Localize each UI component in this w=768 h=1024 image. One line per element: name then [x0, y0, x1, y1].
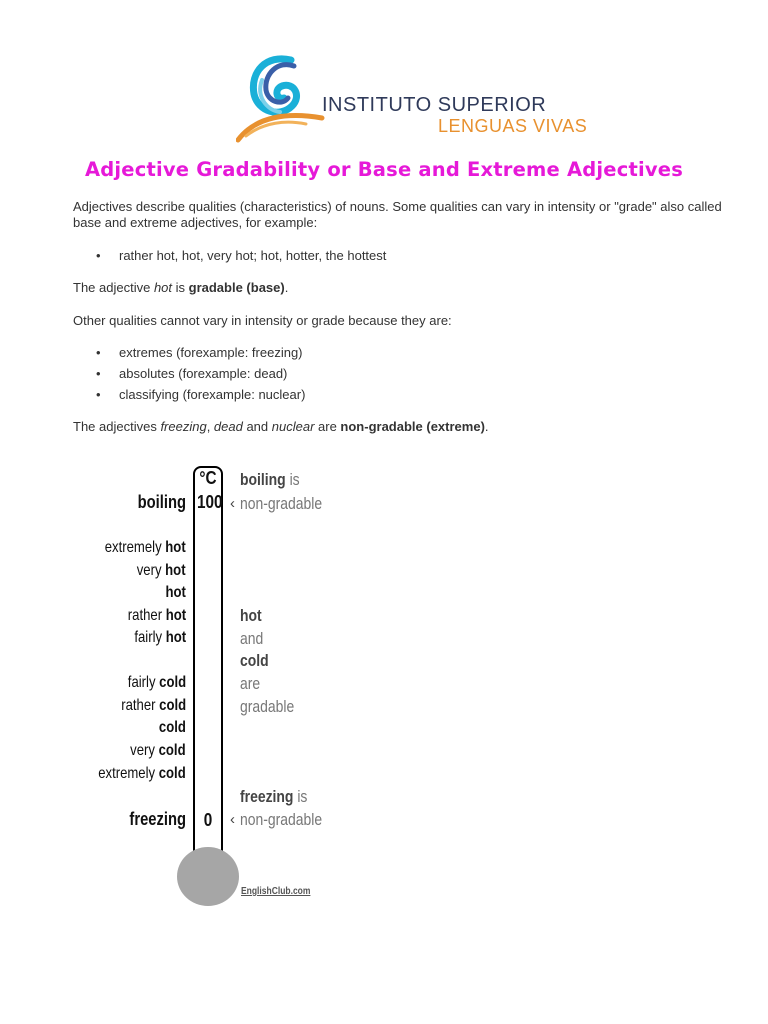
bullet-text: extremes (forexample: freezing) — [119, 345, 303, 360]
intro-paragraph: Adjectives describe qualities (characteristics) of nouns. Some qualities can vary in intensity or "grade" also called base and extreme adjectives, for example: — [73, 199, 722, 230]
label-freezing: freezing — [129, 809, 186, 829]
note-hot — [240, 606, 262, 626]
note-keyword: boiling — [240, 470, 286, 489]
italic-word: hot — [153, 280, 173, 295]
text: The adjective — [73, 280, 154, 295]
modifier: fairly — [134, 629, 162, 646]
thermometer-diagram — [70, 462, 370, 912]
modifier: very — [137, 562, 162, 579]
caret-icon: ‹ — [230, 495, 235, 512]
value-0: 0 — [203, 810, 213, 830]
logo-line-1: INSTITUTO SUPERIOR — [322, 94, 547, 116]
note-keyword: cold — [240, 651, 269, 670]
note-are: are — [240, 674, 261, 693]
adjective: hot — [165, 584, 186, 601]
modifier: fairly — [127, 674, 156, 691]
label-extremely-cold — [99, 765, 186, 783]
thermometer-tube — [193, 466, 223, 866]
credit-link[interactable]: EnglishClub.com — [241, 886, 311, 897]
modifier: rather — [127, 607, 162, 624]
label-extremely-hot — [105, 539, 186, 557]
adjective: hot — [165, 539, 186, 556]
celsius-unit: °C — [199, 468, 217, 488]
note-keyword: hot — [240, 606, 262, 625]
adjective: hot — [165, 607, 186, 624]
institute-logo — [236, 52, 588, 144]
note-text: is — [289, 470, 300, 489]
text: . — [484, 419, 489, 434]
adjective: hot — [165, 629, 186, 646]
text: . — [284, 280, 289, 295]
label-very-hot — [137, 562, 186, 580]
modifier: extremely — [105, 539, 162, 556]
text: is — [172, 280, 189, 295]
bullet-text: classifying (forexample: nuclear) — [119, 387, 306, 402]
text: and — [242, 419, 272, 434]
adjective: cold — [159, 674, 186, 691]
other-sentence: Other qualities cannot vary in intensity or grade because they are: — [73, 313, 452, 328]
note-text: is — [297, 787, 308, 806]
note-keyword: freezing — [240, 787, 294, 806]
italic-word: freezing — [160, 419, 207, 434]
adjective: cold — [159, 765, 186, 782]
italic-word: dead — [213, 419, 243, 434]
italic-word: nuclear — [271, 419, 315, 434]
adjective: cold — [159, 697, 186, 714]
final-sentence — [73, 419, 723, 435]
adjective: hot — [165, 562, 186, 579]
logo-line-2: LENGUAS VIVAS — [438, 116, 588, 136]
label-very-cold — [131, 742, 186, 760]
note-gradable: gradable — [240, 697, 295, 716]
modifier: extremely — [98, 765, 156, 782]
note-non-gradable-bottom: non-gradable — [240, 810, 323, 829]
bold-term: gradable (base) — [188, 280, 285, 295]
label-fairly-cold — [128, 674, 186, 692]
bold-term: non-gradable (extreme) — [340, 419, 485, 434]
thermometer-bulb — [177, 847, 239, 906]
note-boiling — [240, 470, 300, 490]
note-non-gradable-top: non-gradable — [240, 494, 323, 513]
text: The adjectives — [73, 419, 161, 434]
label-cold — [159, 719, 186, 737]
text: are — [314, 419, 341, 434]
hot-sentence — [73, 280, 723, 296]
label-boiling: boiling — [137, 492, 186, 512]
adjective: cold — [159, 719, 186, 736]
page-title: Adjective Gradability or Base and Extreme Adjectives — [84, 158, 684, 181]
modifier: very — [130, 742, 156, 759]
caret-icon: ‹ — [230, 811, 235, 828]
note-freezing — [240, 787, 307, 807]
bullet-text: rather hot, hot, very hot; hot, hotter, the hottest — [119, 248, 387, 263]
label-fairly-hot — [134, 629, 186, 647]
label-rather-cold — [121, 697, 186, 715]
adjective: cold — [159, 742, 186, 759]
value-100: 100 — [196, 492, 223, 512]
label-hot — [166, 584, 186, 602]
swirl-logo-icon — [236, 52, 326, 144]
note-cold — [240, 651, 269, 671]
bullet-text: absolutes (forexample: dead) — [119, 366, 288, 381]
modifier: rather — [121, 697, 156, 714]
note-and: and — [240, 629, 264, 648]
label-rather-hot — [128, 607, 186, 625]
text: , — [206, 419, 214, 434]
